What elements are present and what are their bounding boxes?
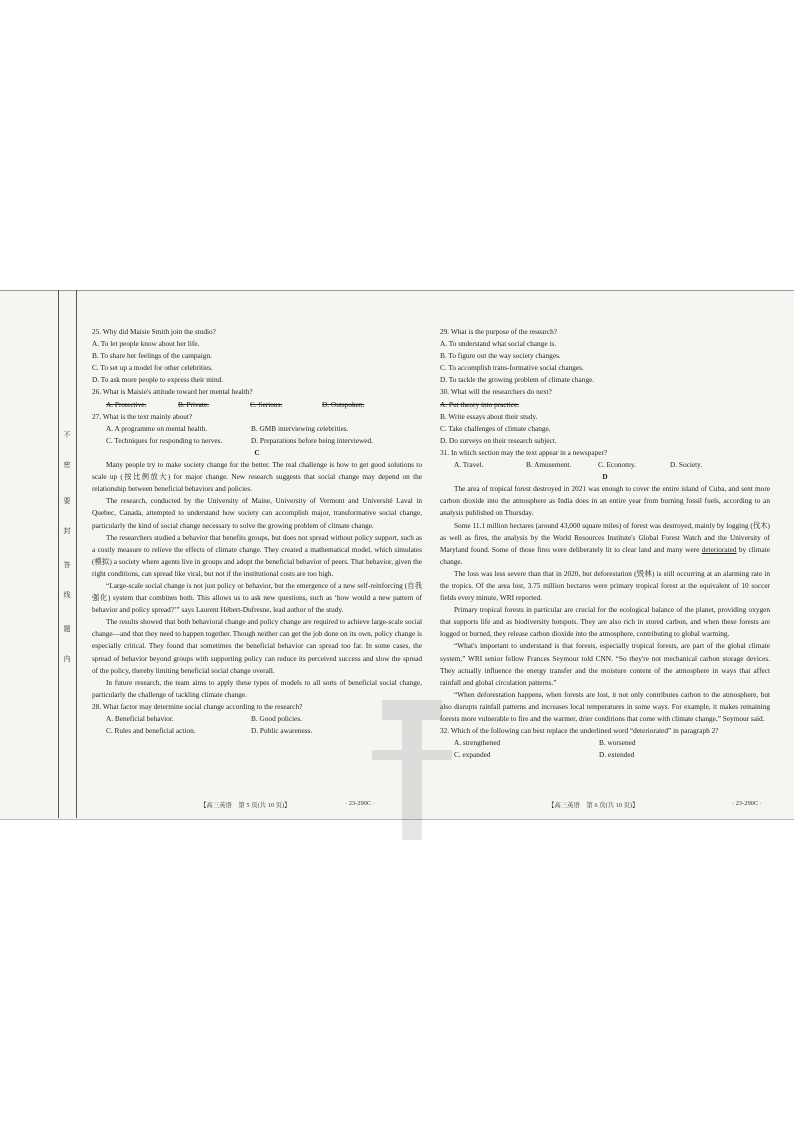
options-27 — [106, 423, 422, 435]
option: C. Rules and beneficial action. — [106, 726, 196, 736]
underlined-word: deteriorated — [701, 544, 737, 554]
binding-margin — [0, 290, 80, 818]
passage-paragraph: In future research, the team aims to apply these types of models to all sorts of beneficial social change, particularly the challenge of tackling climate change. — [92, 677, 422, 699]
options-32 — [454, 749, 770, 761]
passage-paragraph: The research, conducted by the University of Maine, University of Vermont and Université Laval in Quebec, Canada, attempted to understand how society can accomplish major, transformative social change, particularly the kind of social change necessary to solve the growing problem of climate change. — [92, 496, 422, 530]
passage-paragraph: The results showed that both behavioral change and policy change are required to achieve large-scale social change—and that they need to happen together. Though neither can get the job done on its own, policy change is especially critical. They found that sometimes the beneficial behavior can spread too far. In some cases, the spread of behavior beyond groups with supporting policy can reduce its perceived success and slow the spread of the policy, thereby limiting beneficial social change overall. — [92, 617, 422, 675]
right-column — [440, 326, 770, 761]
question-31: 31. In which section may the text appear in a newspaper? — [440, 447, 608, 457]
question-27: 27. What is the text mainly about? — [92, 411, 193, 421]
option: B. To figure out the way society changes. — [440, 351, 561, 361]
option: D. To ask more people to express their mind. — [92, 375, 224, 385]
option: B. Private. — [178, 399, 210, 409]
option: A. To let people know about her life. — [92, 339, 200, 349]
question-29: 29. What is the purpose of the research? — [440, 327, 557, 336]
binding-line-inner — [76, 290, 77, 818]
option: B. Amusement. — [526, 460, 572, 470]
question-32: 32. Which of the following can best replace the underlined word “deteriorated” in paragraph 2? — [440, 726, 719, 736]
question-26: 26. What is Maisie's attitude toward her mental health? — [92, 387, 253, 397]
option: C. expanded — [454, 750, 491, 760]
passage-paragraph: Primary tropical forests in particular are crucial for the ecological balance of the planet, providing oxygen that supports life and as biodiversity hotspots. They are also rich in stored carbon, and when these forests are logged or burned, they release carbon dioxide into the atmosphere, contributing to global warming. — [440, 605, 770, 639]
seal-char: 要 — [63, 497, 71, 505]
option: A. A programme on mental health. — [106, 423, 208, 433]
option: D. Preparations before being interviewed. — [251, 435, 373, 445]
passage-paragraph: The researchers studied a behavior that benefits groups, but does not spread without policy support, such as a costly measure to relieve the effects of climate change. They created a mathematical model, which simulates (模拟) a society where agents live in groups and adopt the beneficial behavior of peers. That behavior, given the right conditions, can spread like viral, but not if the institutional costs are too high. — [92, 532, 422, 578]
option: D. extended — [599, 750, 635, 760]
option: A. Beneficial behavior. — [106, 714, 174, 723]
passage-paragraph: “Large-scale social change is not just policy or behavior, but the emergence of a new self-reinforcing (自我强化) system that combines both. This allows us to ask new questions, such as ‘how would a new pattern of behavior and policy spread?’” says Laurent Hébert-Dufresne, lead author of the study. — [92, 580, 422, 615]
option: D. Outspoken. — [322, 399, 365, 409]
seal-char: 题 — [63, 625, 71, 633]
page-code-right: · 23-290C · — [732, 800, 762, 807]
passage-paragraph-underlined — [440, 520, 770, 568]
option: A. Put theory into practice. — [440, 399, 520, 409]
option: B. Write essays about their study. — [440, 411, 538, 421]
options-26 — [106, 399, 422, 411]
option: C. Take challenges of climate change. — [440, 423, 551, 433]
option: D. Public awareness. — [251, 726, 313, 736]
question-25: 25. Why did Maisie Smith join the studio? — [92, 327, 216, 336]
options-27 — [106, 435, 422, 447]
section-heading-c: C — [254, 447, 260, 457]
binding-line-outer — [58, 290, 59, 818]
option: C. Techniques for responding to nerves. — [106, 435, 223, 445]
option: C. To accomplish trans-formative social changes. — [440, 363, 584, 373]
passage-paragraph: Many people try to make society change for the better. The real challenge is how to get good solutions to scale up (按比例放大) for major change. New research suggests that social change may depend on the relationship between beneficial behaviors and policies. — [92, 460, 422, 494]
page-code-left: · 23-290C · — [345, 800, 375, 807]
option: A. To understand what social change is. — [440, 339, 557, 349]
option: B. To share her feelings of the campaign. — [92, 351, 212, 361]
question-30: 30. What will the researchers do next? — [440, 387, 552, 397]
option: D. To tackle the growing problem of climate change. — [440, 375, 595, 385]
passage-paragraph: The loss was less severe than that in 2020, but deforestation (毁林) is still occurring at an alarming rate in the tropics. Of the area lost, 3.75 million hectares were primary tropical forest at the equivalent of 10 soccer fields every minute, WRI reported. — [440, 568, 770, 603]
option: B. Good policies. — [251, 714, 303, 723]
passage-paragraph: “When deforestation happens, when forests are lost, it not only contributes carbon to the atmosphere, but also disrupts rainfall patterns and increases local temperatures in some ways. For example, it makes remaining forests more vulnerable to fire and the warmer, drier conditions that come with climate change,” Seymour said. — [440, 689, 770, 723]
page-footer-right: 【高三英语 第 6 页(共 10 页)】 — [548, 802, 639, 809]
question-28: 28. What factor may determine social change according to the research? — [92, 701, 303, 711]
seal-char: 线 — [63, 591, 71, 599]
seal-char: 密 — [63, 461, 71, 469]
options-31 — [454, 459, 770, 471]
text-after: by climate change. — [440, 544, 770, 566]
option: B. GMB interviewing celebrities. — [251, 423, 349, 433]
option: C. Serious. — [250, 399, 283, 409]
passage-paragraph: The area of tropical forest destroyed in 2021 was enough to cover the entire island of Cuba, and sent more carbon dioxide into the atmosphere as India does in an entire year from burning fossil fuels, according to an analysis published on Thursday. — [440, 484, 770, 518]
option: A. strengthened — [454, 738, 501, 748]
seal-char: 封 — [63, 527, 71, 535]
seal-char: 答 — [63, 561, 71, 569]
seal-char: 不 — [63, 431, 71, 439]
options-32 — [454, 737, 770, 749]
passage-paragraph: “What's important to understand is that forests, especially tropical forests, are part of the global climate system,” WRI senior fellow Frances Seymour told CNN. “So they're not mechanical carbon storage devices. They actually influence the energy transfer and the moisture content of the atmosphere in ways that affect rainfall and global circulation patterns.” — [440, 641, 770, 687]
left-column — [92, 326, 422, 737]
text-before: Some 11.1 million hectares (around 43,000 square miles) of forest was destroyed, mainly by logging (伐木) as well as fires, the analysis by the World Resources Institute's Global Forest Watch and the University of Maryland found. Some of those fires were deliberately lit to clear land and many were — [440, 520, 770, 554]
section-heading-d: D — [602, 472, 608, 482]
page-footer-left: 【高三英语 第 5 页(共 10 页)】 — [200, 802, 291, 809]
option: C. To set up a model for other celebrities. — [92, 363, 213, 373]
seal-char: 内 — [63, 655, 71, 663]
option: B. worsened — [599, 738, 636, 748]
option: D. Society. — [670, 460, 703, 470]
watermark-logo — [372, 690, 452, 850]
option: A. Travel. — [454, 460, 484, 470]
option: D. Do surveys on their research subject. — [440, 435, 557, 445]
option: C. Economy. — [598, 460, 636, 470]
option: A. Protective. — [106, 399, 147, 409]
